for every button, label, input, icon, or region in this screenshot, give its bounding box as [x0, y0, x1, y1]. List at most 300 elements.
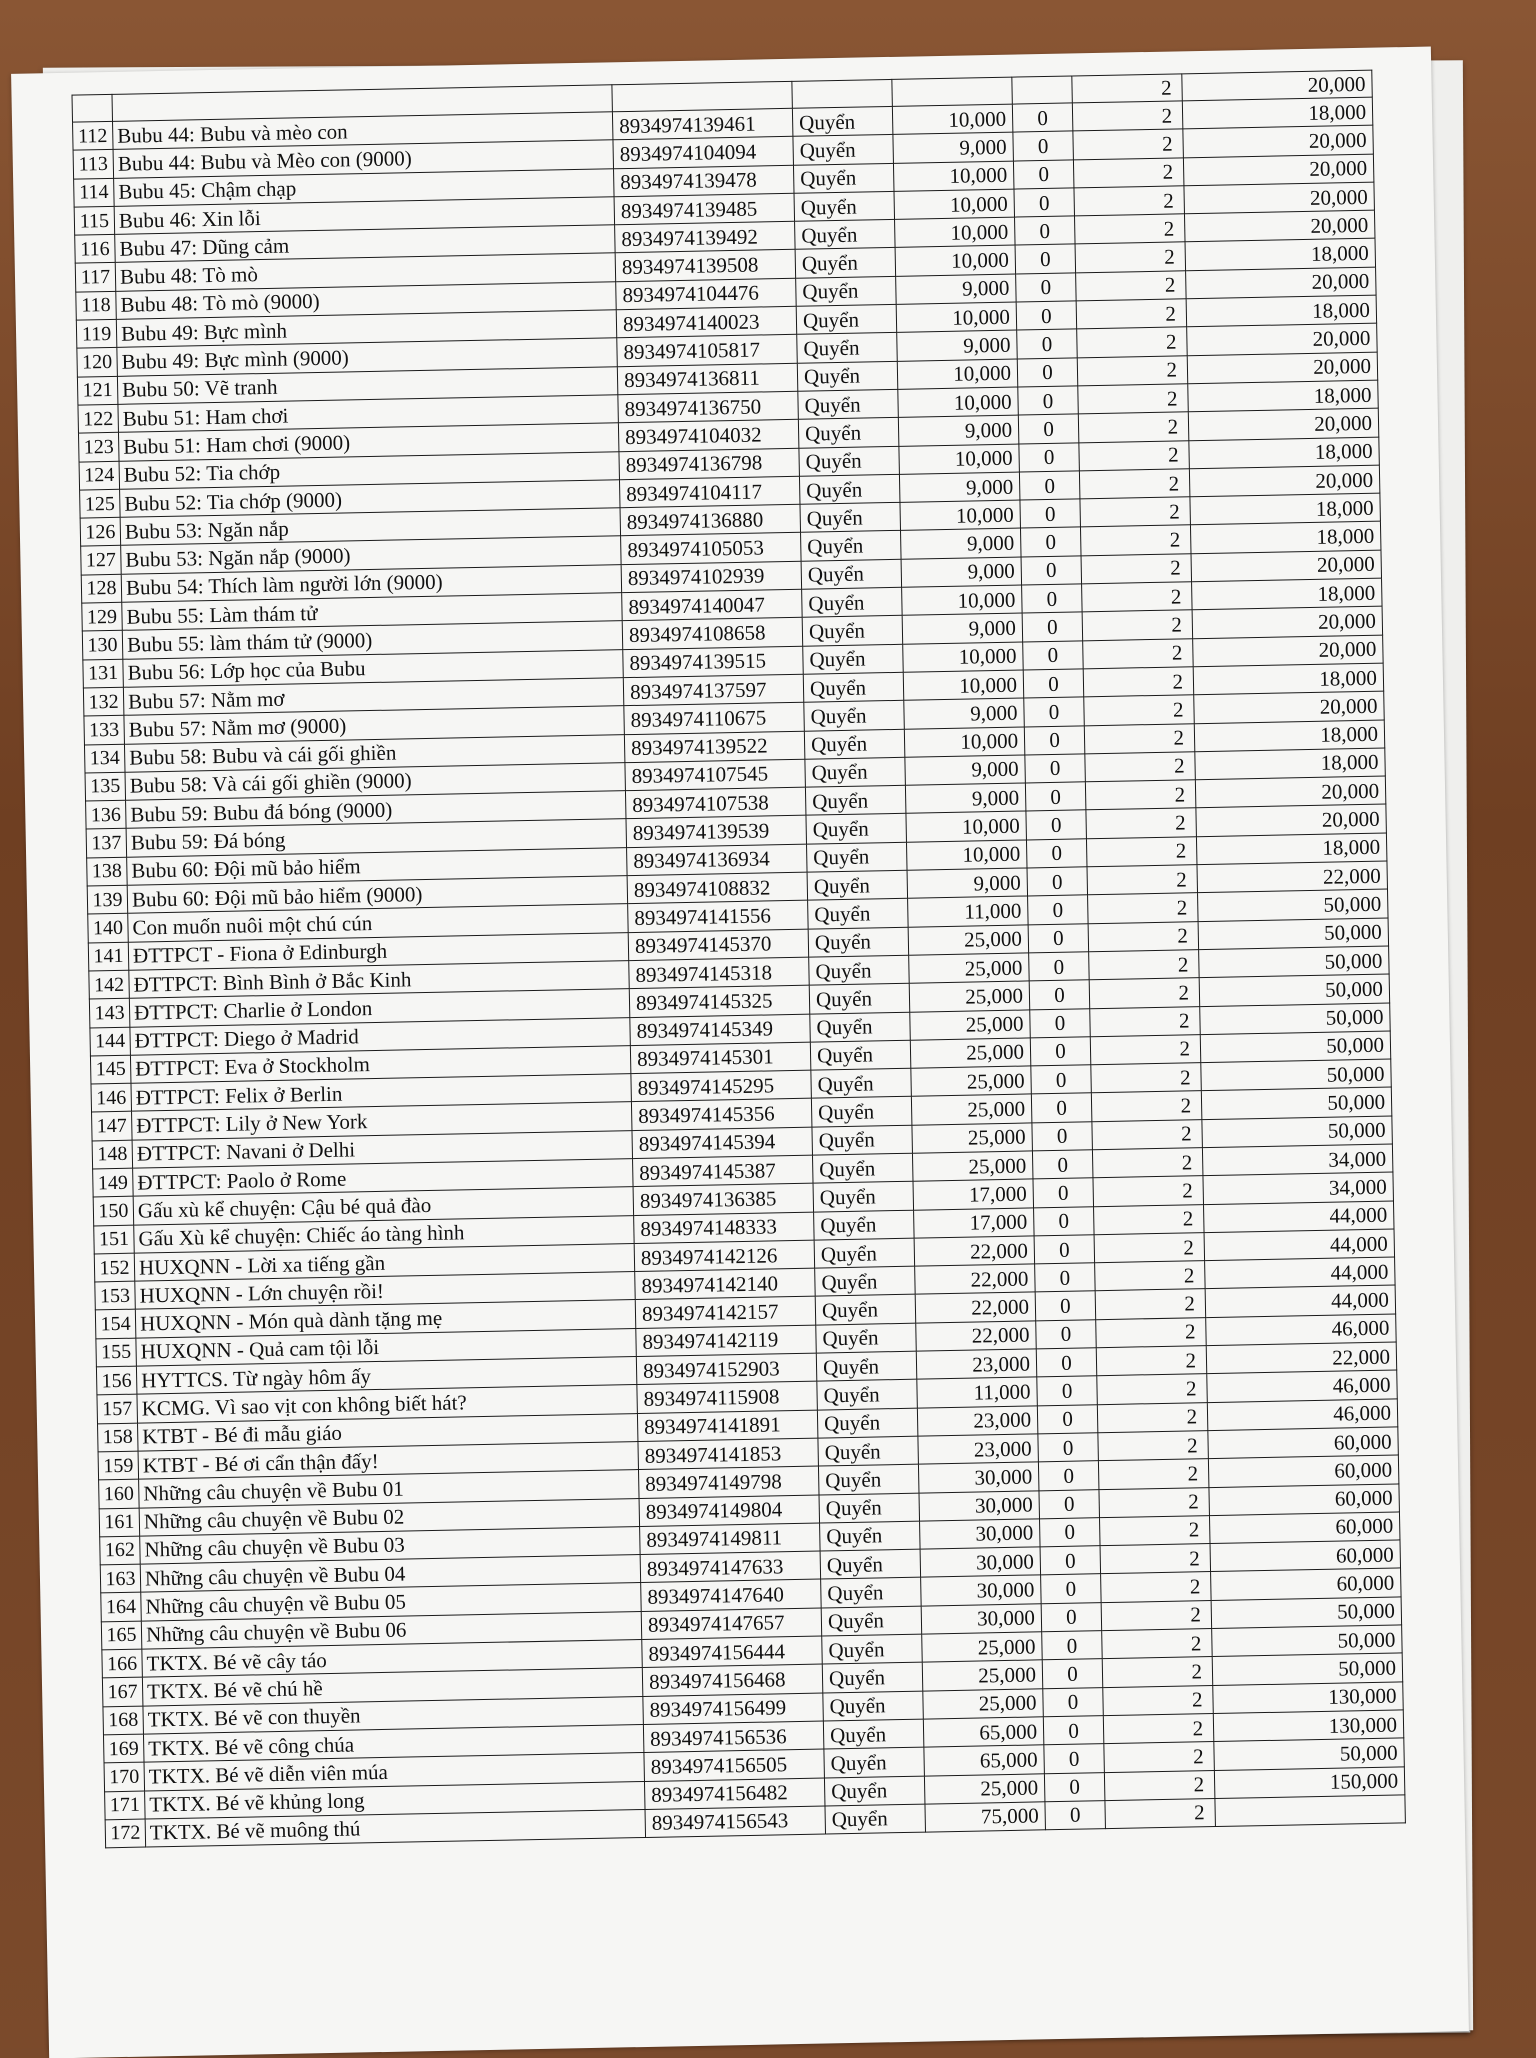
line-total: 130,000: [1213, 1710, 1404, 1742]
quantity: 2: [1091, 1091, 1202, 1121]
unit: Quyển: [800, 502, 901, 532]
zero-quantity: 0: [1020, 527, 1081, 556]
book-title: Những câu chuyện về Bubu 05: [141, 1583, 641, 1621]
zero-quantity: 0: [1013, 131, 1074, 160]
book-title: Những câu chuyện về Bubu 04: [140, 1555, 640, 1593]
quantity: 2: [1103, 1713, 1214, 1743]
unit-price: 11,000: [917, 1377, 1038, 1408]
book-title: ĐTTPCT: Bình Bình ở Bắc Kinh: [129, 961, 629, 999]
book-title: HYTTCS. Từ ngày hôm ấy: [136, 1357, 636, 1395]
barcode: 8934974156536: [643, 1721, 824, 1753]
quantity: 2: [1077, 355, 1188, 385]
row-number: 151: [94, 1225, 135, 1254]
line-total: 50,000: [1214, 1738, 1405, 1770]
quantity: 2: [1095, 1261, 1206, 1291]
book-title: Bubu 53: Ngăn nắp (9000): [121, 536, 621, 574]
unit: Quyển: [817, 1380, 918, 1410]
quantity: 2: [1082, 610, 1193, 640]
row-number: 165: [101, 1621, 142, 1650]
zero-quantity: 0: [1027, 867, 1088, 896]
barcode: 8934974139485: [614, 193, 795, 225]
line-total: 18,000: [1186, 295, 1377, 327]
quantity: 2: [1086, 808, 1197, 838]
unit: Quyển: [793, 135, 894, 165]
line-total: 18,000: [1193, 663, 1384, 695]
unit: Quyển: [797, 333, 898, 363]
barcode: 8934974156468: [642, 1664, 823, 1696]
zero-quantity: 0: [1028, 895, 1089, 924]
quantity: 2: [1093, 1176, 1204, 1206]
book-title: TKTX. Bé vẽ khủng long: [145, 1781, 645, 1819]
quantity: 2: [1103, 1685, 1214, 1715]
unit-price: 25,000: [909, 981, 1030, 1012]
unit: Quyển: [794, 191, 895, 221]
unit-price: 30,000: [918, 1462, 1039, 1493]
book-title: HUXQNN - Lớn chuyện rồi!: [135, 1272, 635, 1310]
printed-sheet: [11, 47, 1469, 2058]
zero-quantity: 0: [1012, 103, 1073, 132]
book-title: Bubu 59: Đá bóng: [126, 819, 626, 857]
line-total: 18,000: [1190, 493, 1381, 525]
zero-quantity: 0: [1030, 1008, 1091, 1037]
barcode: 8934974149804: [639, 1495, 820, 1527]
unit: Quyển: [798, 418, 899, 448]
line-total: 60,000: [1208, 1455, 1399, 1487]
barcode: 8934974136934: [627, 844, 808, 876]
line-total: 50,000: [1202, 1116, 1393, 1148]
unit-price: 9,000: [907, 868, 1028, 899]
unit-price: 9,000: [901, 557, 1022, 588]
unit: Quyển: [805, 757, 906, 787]
book-title: Bubu 55: làm thám tử (9000): [122, 621, 622, 659]
barcode: 8934974141556: [628, 900, 809, 932]
zero-quantity: 0: [1034, 1206, 1095, 1235]
barcode: 8934974104476: [616, 278, 797, 310]
unit-price: 9,000: [902, 613, 1023, 644]
unit: Quyển: [818, 1464, 919, 1494]
line-total: 18,000: [1182, 97, 1373, 129]
line-total: 20,000: [1182, 70, 1372, 101]
quantity: 2: [1101, 1572, 1212, 1602]
unit: Quyển: [802, 587, 903, 617]
line-total: 46,000: [1207, 1399, 1398, 1431]
quantity: 2: [1094, 1204, 1205, 1234]
book-title: HUXQNN - Món quà dành tặng mẹ: [135, 1300, 635, 1338]
unit: Quyển: [802, 616, 903, 646]
book-title: Bubu 57: Nằm mơ: [123, 678, 623, 716]
line-total: 50,000: [1212, 1653, 1403, 1685]
zero-quantity: 0: [1024, 725, 1085, 754]
quantity: 2: [1086, 836, 1197, 866]
book-title: Bubu 44: Bubu và mèo con: [113, 112, 613, 150]
unit-price: 23,000: [918, 1434, 1039, 1465]
unit: Quyển: [825, 1804, 926, 1834]
book-title: Con muốn nuôi một chú cún: [128, 904, 628, 942]
zero-quantity: 0: [1043, 1716, 1104, 1745]
barcode: 8934974139539: [626, 816, 807, 848]
quantity: 2: [1089, 950, 1200, 980]
barcode: 8934974145301: [630, 1042, 811, 1074]
quantity: 2: [1099, 1487, 1210, 1517]
line-total: 50,000: [1200, 1003, 1391, 1035]
barcode: 8934974140023: [616, 306, 797, 338]
quantity: 2: [1090, 1006, 1201, 1036]
line-total: 50,000: [1201, 1087, 1392, 1119]
book-title: ĐTTPCT: Felix ở Berlin: [131, 1074, 631, 1112]
line-total: 34,000: [1203, 1172, 1394, 1204]
book-title: Bubu 52: Tia chớp: [119, 451, 619, 489]
unit: Quyển: [814, 1238, 915, 1268]
line-total: 60,000: [1211, 1568, 1402, 1600]
row-number: 130: [82, 631, 123, 660]
quantity: 2: [1100, 1544, 1211, 1574]
barcode: 8934974104117: [619, 476, 800, 508]
zero-quantity: 0: [1018, 414, 1079, 443]
line-total: 34,000: [1202, 1144, 1393, 1176]
unit: Quyển: [821, 1606, 922, 1636]
row-number: 117: [75, 263, 116, 292]
unit: Quyển: [803, 672, 904, 702]
zero-quantity: 0: [1016, 273, 1077, 302]
unit-price: 25,000: [923, 1688, 1044, 1719]
quantity: 2: [1079, 469, 1190, 499]
book-title: TKTX. Bé vẽ công chúa: [143, 1724, 643, 1762]
barcode: 8934974141853: [638, 1438, 819, 1470]
unit-price: 25,000: [912, 1151, 1033, 1182]
unit-price: 25,000: [910, 1038, 1031, 1069]
row-number: 157: [97, 1394, 138, 1423]
unit: Quyển: [815, 1295, 916, 1325]
book-title: ĐTTPCT: Diego ở Madrid: [130, 1017, 630, 1055]
unit: Quyển: [816, 1323, 917, 1353]
quantity: 2: [1072, 101, 1183, 131]
quantity: 2: [1072, 74, 1182, 103]
unit: Quyển: [811, 1068, 912, 1098]
row-number: 164: [101, 1593, 142, 1622]
zero-quantity: 0: [1042, 1659, 1103, 1688]
zero-quantity: 0: [1034, 1235, 1095, 1264]
quantity: 2: [1084, 723, 1195, 753]
barcode: 8934974139461: [612, 108, 793, 140]
zero-quantity: 0: [1031, 1093, 1092, 1122]
unit: Quyển: [796, 276, 897, 306]
unit: Quyển: [805, 785, 906, 815]
unit-price: 30,000: [921, 1604, 1042, 1635]
book-title: Bubu 57: Nằm mơ (9000): [124, 706, 624, 744]
zero-quantity: 0: [1025, 782, 1086, 811]
row-number: 156: [96, 1366, 137, 1395]
zero-quantity: 0: [1015, 216, 1076, 245]
barcode: 8934974152903: [636, 1353, 817, 1385]
barcode: 8934974107538: [625, 787, 806, 819]
quantity: 2: [1098, 1459, 1209, 1489]
book-title: Gấu Xù kể chuyện: Chiếc áo tàng hình: [134, 1215, 634, 1253]
unit-price: 23,000: [917, 1406, 1038, 1437]
line-total: 18,000: [1192, 578, 1383, 610]
line-total: 20,000: [1196, 804, 1387, 836]
zero-quantity: 0: [1044, 1772, 1105, 1801]
line-total: 20,000: [1184, 210, 1375, 242]
barcode: 8934974139478: [614, 165, 795, 197]
book-title: Những câu chuyện về Bubu 01: [139, 1470, 639, 1508]
zero-quantity: 0: [1032, 1121, 1093, 1150]
row-number: 118: [76, 291, 117, 320]
barcode: 8934974145370: [628, 929, 809, 961]
line-total: 20,000: [1184, 182, 1375, 214]
barcode: 8934974139522: [624, 731, 805, 763]
book-title: KTBT - Bé đi mẫu giáo: [137, 1413, 637, 1451]
barcode: 8934974102939: [621, 561, 802, 593]
quantity: 2: [1105, 1798, 1216, 1828]
zero-quantity: 0: [1043, 1687, 1104, 1716]
barcode: 8934974105053: [621, 533, 802, 565]
zero-quantity: 0: [1042, 1631, 1103, 1660]
zero-quantity: 0: [1033, 1178, 1094, 1207]
barcode: 8934974145387: [633, 1155, 814, 1187]
quantity: 2: [1080, 497, 1191, 527]
unit-price: 25,000: [910, 1009, 1031, 1040]
line-total: 20,000: [1187, 324, 1378, 356]
row-number: 166: [102, 1649, 143, 1678]
unit: Quyển: [823, 1719, 924, 1749]
quantity: 2: [1099, 1515, 1210, 1545]
barcode: 8934974147657: [641, 1608, 822, 1640]
zero-quantity: 0: [1022, 584, 1083, 613]
book-title: ĐTTPCT: Paolo ở Rome: [133, 1159, 633, 1197]
book-title: Những câu chuyện về Bubu 02: [139, 1498, 639, 1536]
book-title: Bubu 47: Dũng cảm: [115, 225, 615, 263]
unit: Quyển: [810, 1040, 911, 1070]
unit: Quyển: [803, 644, 904, 674]
quantity: 2: [1097, 1402, 1208, 1432]
quantity: 2: [1082, 582, 1193, 612]
row-number: 114: [74, 178, 115, 207]
unit-price: 10,000: [895, 217, 1016, 248]
unit: Quyển: [804, 701, 905, 731]
line-total: 18,000: [1188, 380, 1379, 412]
book-title: Bubu 56: Lớp học của Bubu: [123, 649, 623, 687]
unit-price: 25,000: [911, 1094, 1032, 1125]
zero-quantity: 0: [1023, 640, 1084, 669]
barcode: 8934974145394: [632, 1127, 813, 1159]
price-list-table: [71, 70, 1405, 1849]
unit-price: 10,000: [906, 811, 1027, 842]
unit-price: [892, 77, 1012, 106]
zero-quantity: 0: [1041, 1602, 1102, 1631]
quantity: 2: [1076, 271, 1187, 301]
barcode: 8934974105817: [617, 335, 798, 367]
row-number: 167: [102, 1677, 143, 1706]
unit-price: 65,000: [924, 1745, 1045, 1776]
book-title: KTBT - Bé ơi cẩn thận đấy!: [138, 1441, 638, 1479]
unit: Quyển: [817, 1408, 918, 1438]
unit: Quyển: [820, 1521, 921, 1551]
quantity: 2: [1094, 1232, 1205, 1262]
book-title: Bubu 48: Tò mò (9000): [116, 282, 616, 320]
book-title: HUXQNN - Quả cam tội lỗi: [136, 1328, 636, 1366]
barcode: 8934974140047: [622, 589, 803, 621]
book-title: Bubu 54: Thích làm người lớn (9000): [121, 564, 621, 602]
barcode: 8934974156444: [642, 1636, 823, 1668]
book-title: TKTX. Bé vẽ chú hề: [142, 1668, 642, 1706]
line-total: 20,000: [1183, 125, 1374, 157]
quantity: 2: [1079, 440, 1190, 470]
unit: Quyển: [816, 1351, 917, 1381]
barcode: 8934974137597: [623, 674, 804, 706]
row-number: 150: [93, 1196, 134, 1225]
zero-quantity: 0: [1017, 329, 1078, 358]
unit-price: 25,000: [924, 1773, 1045, 1804]
quantity: 2: [1080, 525, 1191, 555]
unit: Quyển: [798, 389, 899, 419]
unit-price: 25,000: [922, 1660, 1043, 1691]
unit: Quyển: [806, 814, 907, 844]
zero-quantity: 0: [1032, 1150, 1093, 1179]
unit-price: 17,000: [914, 1207, 1035, 1238]
zero-quantity: 0: [1018, 386, 1079, 415]
unit-price: 22,000: [914, 1236, 1035, 1267]
barcode: 8934974145349: [630, 1014, 811, 1046]
line-total: 46,000: [1206, 1314, 1397, 1346]
line-total: 20,000: [1188, 408, 1379, 440]
barcode: 8934974139515: [623, 646, 804, 678]
row-number: 121: [77, 376, 118, 405]
row-number: 169: [103, 1734, 144, 1763]
row-number: 148: [92, 1140, 133, 1169]
unit: Quyển: [808, 927, 909, 957]
barcode: 8934974104094: [613, 137, 794, 169]
unit: Quyển: [822, 1662, 923, 1692]
barcode: 8934974142119: [636, 1325, 817, 1357]
unit: Quyển: [809, 983, 910, 1013]
unit-price: 10,000: [893, 161, 1014, 192]
barcode: 8934974156499: [643, 1693, 824, 1725]
row-number: 171: [105, 1791, 146, 1820]
zero-quantity: 0: [1045, 1800, 1106, 1829]
unit: Quyển: [812, 1125, 913, 1155]
row-number: 155: [96, 1338, 137, 1367]
unit-price: 9,000: [893, 132, 1014, 163]
barcode: 8934974145295: [631, 1070, 812, 1102]
book-title: Bubu 59: Bubu đá bóng (9000): [126, 791, 626, 829]
unit-price: 30,000: [919, 1490, 1040, 1521]
line-total: 18,000: [1190, 522, 1381, 554]
unit: Quyển: [795, 248, 896, 278]
unit-price: 23,000: [916, 1349, 1037, 1380]
zero-quantity: 0: [1022, 612, 1083, 641]
zero-quantity: 0: [1019, 442, 1080, 471]
line-total: 20,000: [1194, 691, 1385, 723]
quantity: 2: [1085, 780, 1196, 810]
row-number: 172: [105, 1819, 146, 1848]
unit-price: 9,000: [897, 330, 1018, 361]
row-number: 126: [80, 517, 121, 546]
book-title: Bubu 45: Chậm chạp: [114, 168, 614, 206]
unit: Quyển: [819, 1493, 920, 1523]
book-title: Bubu 58: Bubu và cái gối ghiền: [124, 734, 624, 772]
book-title: ĐTTPCT - Fiona ở Edinburgh: [128, 932, 628, 970]
unit-price: 10,000: [903, 670, 1024, 701]
unit: Quyển: [818, 1436, 919, 1466]
quantity: 2: [1084, 695, 1195, 725]
book-title: HUXQNN - Lời xa tiếng gần: [134, 1243, 634, 1281]
line-total: 50,000: [1200, 1031, 1391, 1063]
line-total: 60,000: [1209, 1483, 1400, 1515]
quantity: 2: [1075, 242, 1186, 272]
barcode: 8934974147633: [640, 1551, 821, 1583]
book-title: TKTX. Bé vẽ diễn viên múa: [144, 1753, 644, 1791]
quantity: 2: [1088, 921, 1199, 951]
quantity: 2: [1075, 214, 1186, 244]
line-total: 20,000: [1187, 352, 1378, 384]
zero-quantity: 0: [1029, 980, 1090, 1009]
line-total: 18,000: [1189, 437, 1380, 469]
unit-price: 9,000: [899, 472, 1020, 503]
book-title: Bubu 51: Ham chơi (9000): [118, 423, 618, 461]
row-number: 146: [91, 1083, 132, 1112]
book-title: Bubu 48: Tò mò: [115, 253, 615, 291]
barcode: 8934974136385: [633, 1183, 814, 1215]
barcode: 8934974136811: [617, 363, 798, 395]
quantity: 2: [1092, 1119, 1203, 1149]
unit-price: 10,000: [896, 302, 1017, 333]
unit: Quyển: [795, 220, 896, 250]
row-number: 129: [82, 602, 123, 631]
barcode: 8934974108832: [627, 872, 808, 904]
row-number: 163: [100, 1564, 141, 1593]
barcode: 8934974148333: [634, 1212, 815, 1244]
row-number: 158: [98, 1423, 139, 1452]
barcode: 8934974139508: [615, 250, 796, 282]
line-total: 20,000: [1186, 267, 1377, 299]
line-total: 150,000: [1214, 1766, 1405, 1798]
row-number: 120: [77, 348, 118, 377]
zero-quantity: 0: [1036, 1319, 1097, 1348]
quantity: 2: [1074, 186, 1185, 216]
unit: Quyển: [801, 559, 902, 589]
book-title: ĐTTPCT: Eva ở Stockholm: [130, 1045, 630, 1083]
quantity: 2: [1102, 1657, 1213, 1687]
unit: Quyển: [799, 474, 900, 504]
zero-quantity: 0: [1026, 839, 1087, 868]
unit-price: 9,000: [901, 528, 1022, 559]
row-number: 153: [95, 1281, 136, 1310]
zero-quantity: 0: [1039, 1489, 1100, 1518]
row-number: 160: [99, 1479, 140, 1508]
row-number: 154: [95, 1310, 136, 1339]
unit-price: 22,000: [915, 1292, 1036, 1323]
line-total: [1215, 1795, 1406, 1827]
zero-quantity: 0: [1015, 244, 1076, 273]
row-number: 123: [78, 433, 119, 462]
line-total: 46,000: [1207, 1370, 1398, 1402]
unit-price: 22,000: [915, 1264, 1036, 1295]
line-total: 22,000: [1206, 1342, 1397, 1374]
zero-quantity: 0: [1035, 1291, 1096, 1320]
row-number: 125: [80, 489, 121, 518]
quantity: 2: [1096, 1317, 1207, 1347]
quantity: 2: [1102, 1629, 1213, 1659]
barcode: 8934974136798: [619, 448, 800, 480]
quantity: 2: [1095, 1289, 1206, 1319]
zero-quantity: 0: [1040, 1546, 1101, 1575]
zero-quantity: 0: [1038, 1433, 1099, 1462]
unit: Quyển: [797, 361, 898, 391]
unit-price: 22,000: [916, 1321, 1037, 1352]
quantity: 2: [1083, 667, 1194, 697]
unit: Quyển: [807, 870, 908, 900]
barcode: 8934974142126: [634, 1240, 815, 1272]
